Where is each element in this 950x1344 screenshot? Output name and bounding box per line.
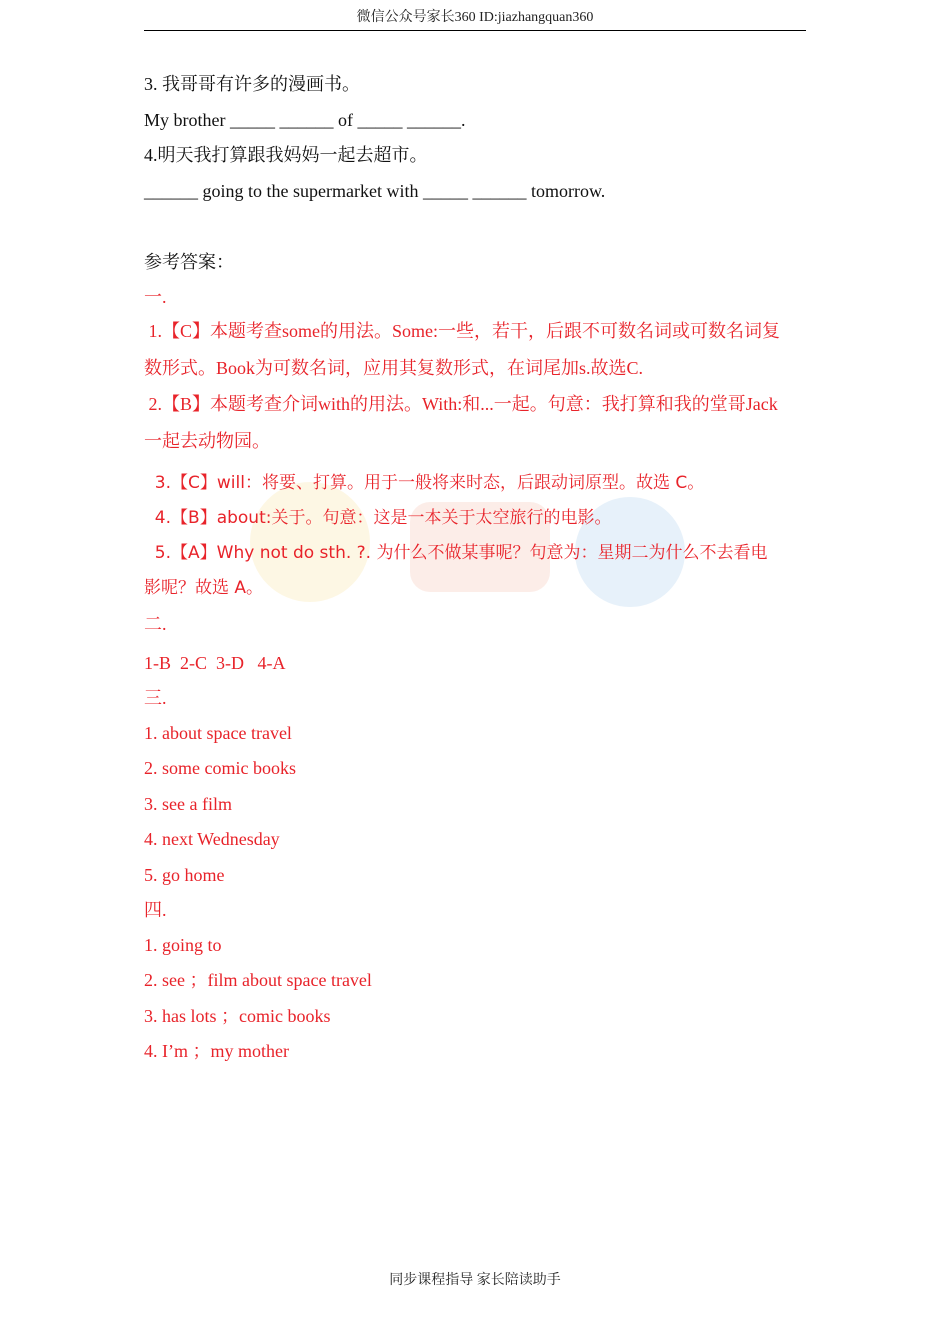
section-4-item: 3. has lots ；comic books <box>144 1006 331 1026</box>
page-header: 微信公众号家长360 ID:jiazhangquan360 <box>356 10 594 25</box>
answer-2-line-1: 2.【B】本题考查介词with的用法。With:和...一起。句意：我打算和我的堂哥Jack <box>144 394 778 414</box>
question-3-english: My brother _____ ______ of _____ ______. <box>144 110 466 130</box>
answer-2-line-2: 一起去动物园。 <box>144 431 270 451</box>
section-3-title: 三. <box>144 688 167 708</box>
section-2-title: 二. <box>144 614 167 634</box>
page-footer: 同步课程指导 家长陪读助手 <box>389 1273 561 1288</box>
answer-4: 4.【B】about:关于。句意：这是一本关于太空旅行的电影。 <box>144 508 612 528</box>
section-4-title: 四. <box>144 900 167 920</box>
question-4-chinese: 4.明天我打算跟我妈妈一起去超市。 <box>144 145 428 165</box>
answers-heading: 参考答案： <box>144 252 234 272</box>
header-divider <box>144 30 806 31</box>
section-4-item: 2. see ；film about space travel <box>144 970 372 990</box>
section-1-title: 一. <box>144 287 167 307</box>
question-3-chinese: 3. 我哥哥有许多的漫画书。 <box>144 74 360 94</box>
answer-5-line-2: 影呢？故选 A。 <box>144 578 264 598</box>
section-2-answers: 1-B 2-C 3-D 4-A <box>144 653 286 673</box>
answer-5-line-1: 5.【A】Why not do sth. ?. 为什么不做某事呢？句意为：星期二为什么不去看电 <box>144 543 768 563</box>
section-3-item: 4. next Wednesday <box>144 829 280 849</box>
section-3-item: 2. some comic books <box>144 758 296 778</box>
section-3-item: 3. see a film <box>144 794 232 814</box>
section-4-item: 4. I’m ；my mother <box>144 1041 289 1061</box>
answer-1-line-1: 1.【C】本题考查some的用法。Some:一些，若干，后跟不可数名词或可数名词复 <box>144 321 780 341</box>
answer-3: 3.【C】will：将要、打算。用于一般将来时态，后跟动词原型。故选 C。 <box>144 473 705 493</box>
answer-1-line-2: 数形式。Book为可数名词，应用其复数形式，在词尾加s.故选C. <box>144 358 644 378</box>
question-4-english: ______ going to the supermarket with _____ ______ tomorrow. <box>144 181 606 201</box>
section-3-item: 1. about space travel <box>144 723 292 743</box>
section-3-item: 5. go home <box>144 865 225 885</box>
section-4-item: 1. going to <box>144 935 222 955</box>
